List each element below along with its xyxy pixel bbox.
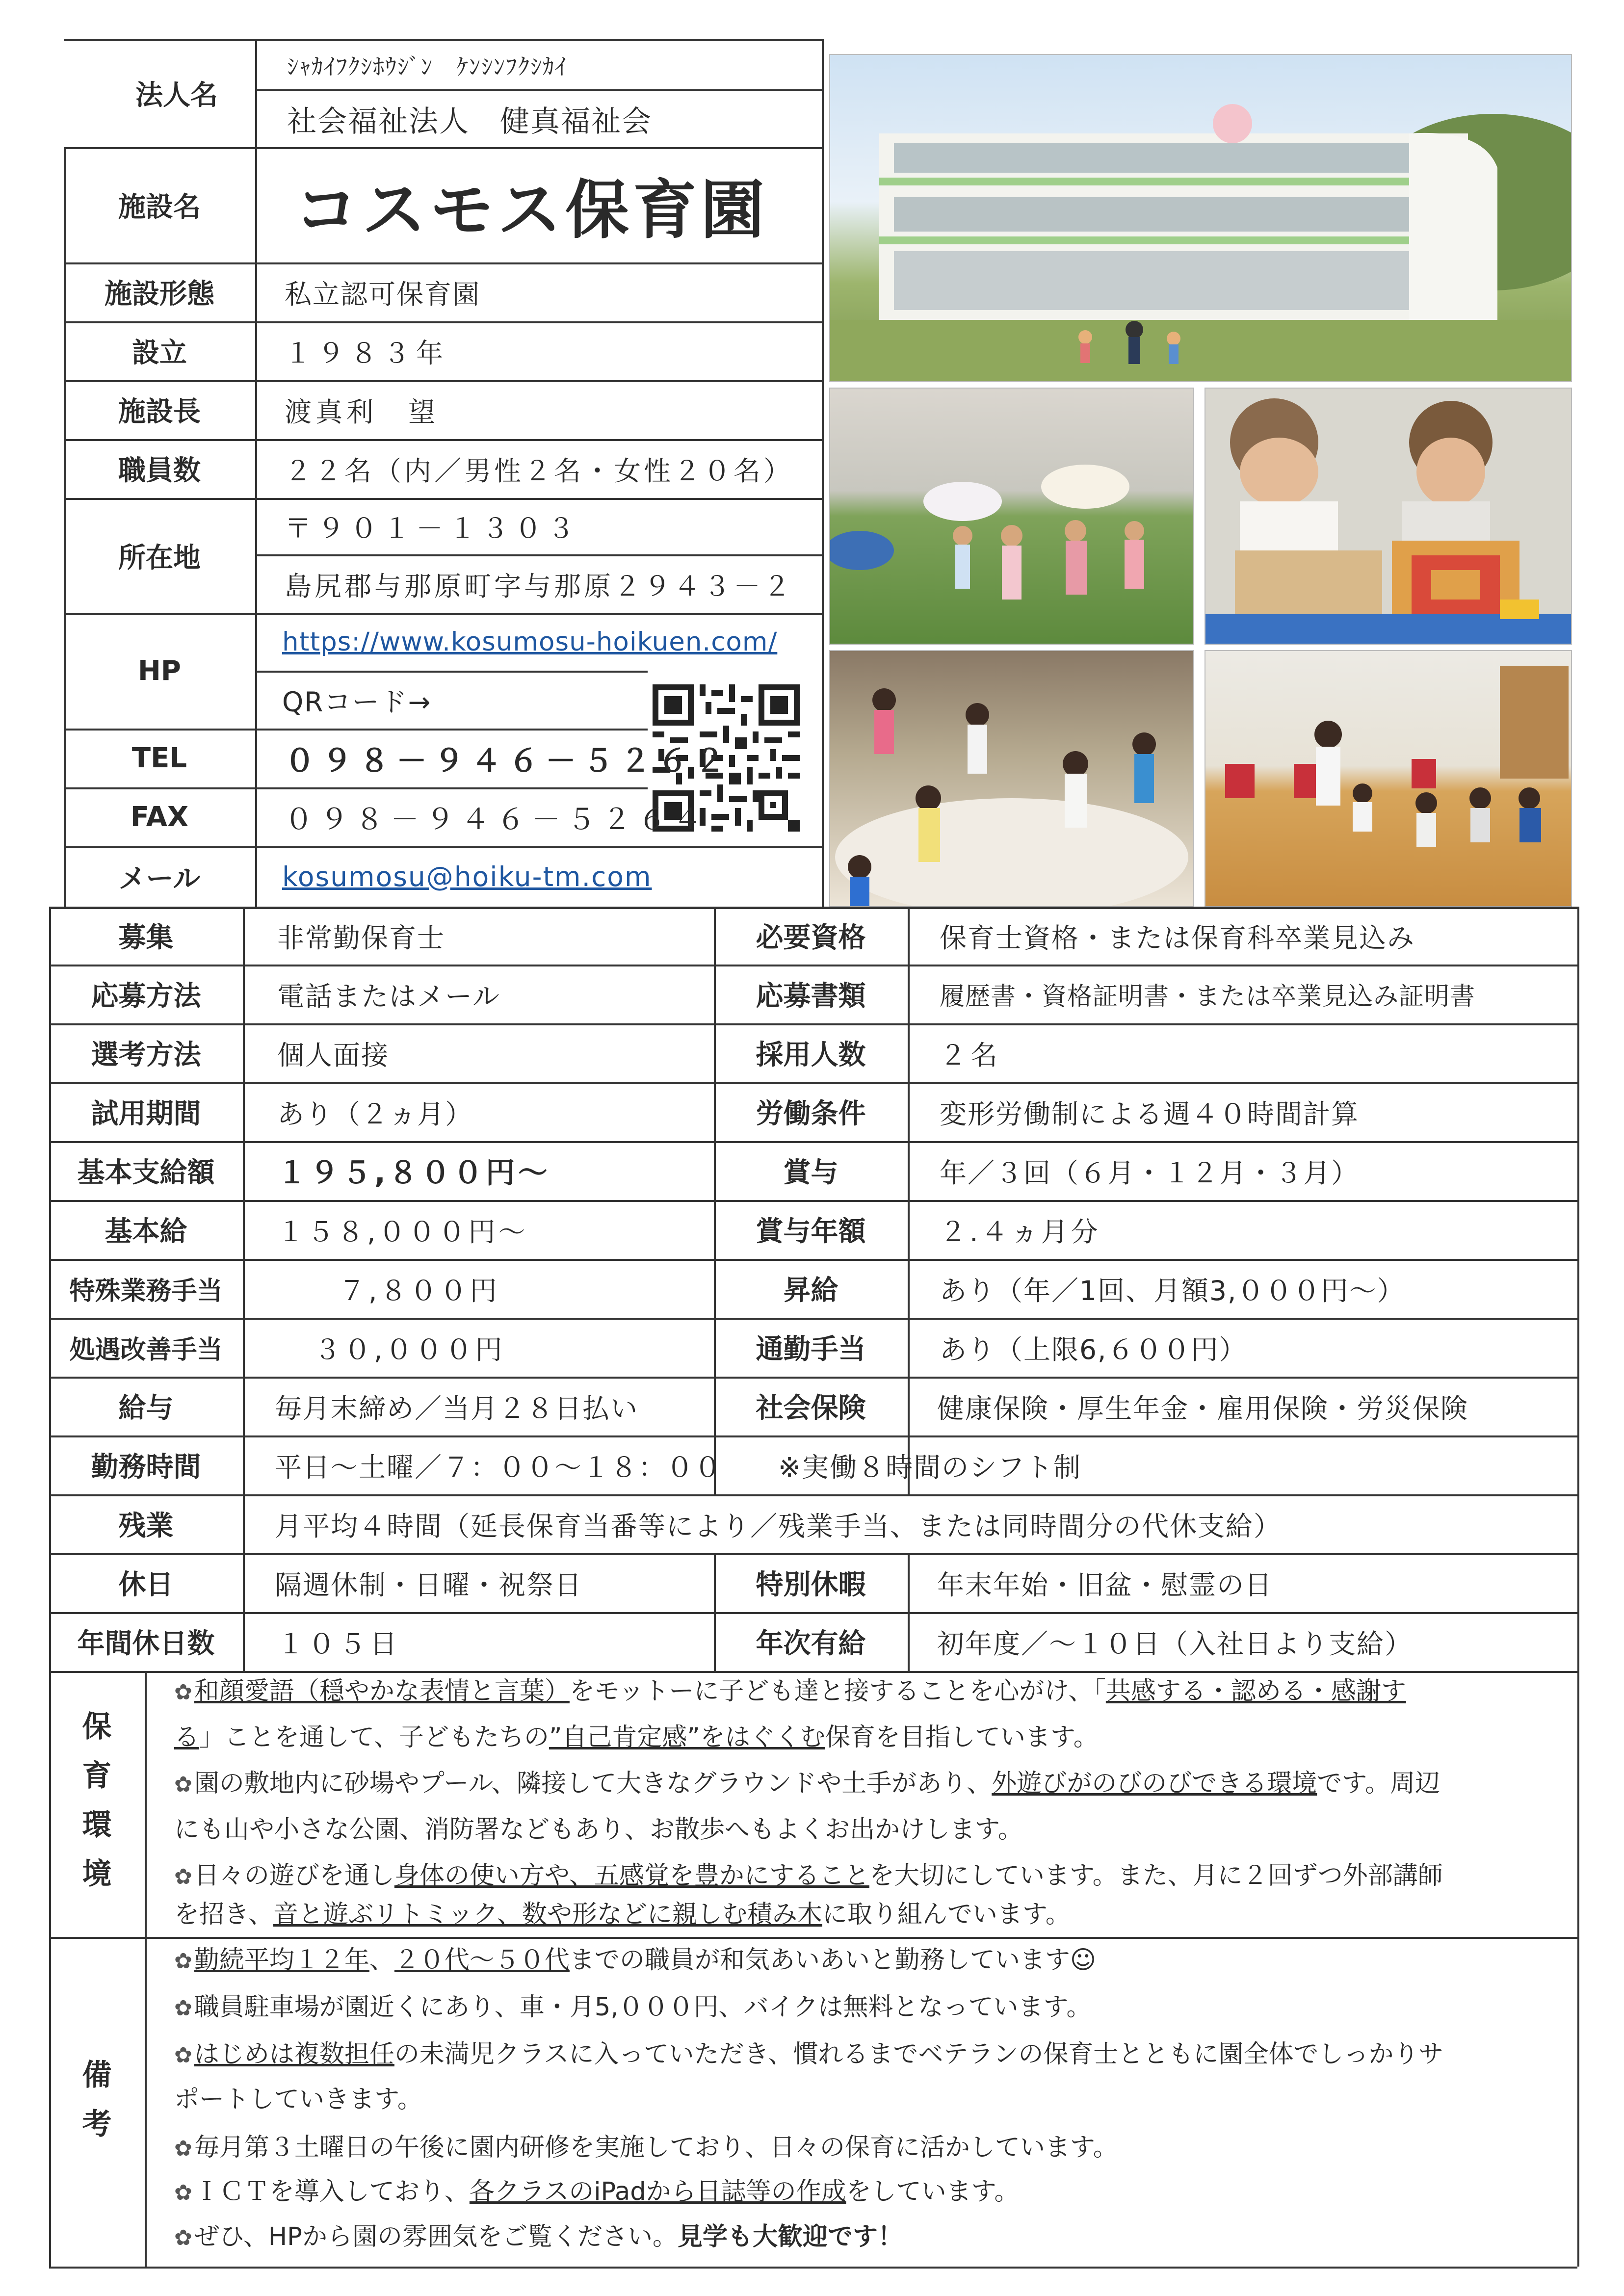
recruit-label-2: 選考方法 — [91, 1039, 201, 1071]
work-hours-label: 勤務時間 — [91, 1451, 201, 1483]
hp-url-link[interactable]: https://www.kosumosu-hoikuen.com/ — [282, 627, 778, 657]
fax-label: FAX — [130, 801, 189, 833]
gear-bullet-icon: ✿ — [174, 2136, 192, 2161]
recruit-label-3: 試用期間 — [91, 1098, 201, 1130]
recruit-label2-0: 必要資格 — [756, 922, 866, 954]
mail-label: メール — [118, 862, 201, 895]
recruit-value2-2: ２名 — [940, 1039, 1002, 1071]
hp-label: HP — [138, 655, 181, 687]
work-hours-value: 平日～土曜／７：００～１８：００ ※実働８時間のシフト制 — [275, 1451, 1082, 1483]
gear-bullet-icon: ✿ — [174, 1680, 192, 1705]
info-value-type: 私立認可保育園 — [285, 278, 481, 310]
recruit-label2-1: 応募書類 — [756, 980, 866, 1012]
notes-line-2: ✿職員駐車場が園近くにあり、車・月5,０００円、バイクは無料となっています。 — [174, 1993, 1092, 2022]
recruit-value-1: 電話またはメール — [277, 980, 500, 1012]
info-label-director: 施設長 — [118, 396, 201, 428]
gear-bullet-icon: ✿ — [174, 1864, 192, 1889]
recruit-value-7: ３０,０００円 — [314, 1333, 505, 1365]
recruit-label-0: 募集 — [118, 922, 174, 954]
holiday-label-0: 休日 — [118, 1569, 174, 1601]
env-line-3: ✿園の敷地内に砂場やプール、隣接して大きなグラウンドや土手があり、外遊びがのびのびできる環境です。周辺 — [174, 1769, 1441, 1798]
info-label-founded: 設立 — [132, 337, 187, 369]
recruit-value2-6: あり（年／1回、月額3,０００円～） — [940, 1275, 1405, 1306]
recruit-value2-0: 保育士資格・または保育科卒業見込み — [940, 922, 1415, 954]
recruit-label-1: 応募方法 — [91, 980, 201, 1012]
holiday-label-1: 年間休日数 — [77, 1628, 215, 1660]
mail-link[interactable]: kosumosu@hoiku-tm.com — [282, 861, 652, 892]
env-line-4: にも山や小さな公園、消防署などもあり、お散歩へもよくお出かけします。 — [174, 1815, 1023, 1844]
corp-name: 社会福祉法人 健真福祉会 — [287, 104, 652, 139]
photo-rhythmic — [1205, 650, 1572, 907]
holiday-label2-1: 年次有給 — [756, 1628, 866, 1660]
photo-blocks — [1205, 388, 1572, 645]
info-label-type: 施設形態 — [105, 278, 214, 310]
recruit-label-5: 基本給 — [105, 1216, 187, 1248]
recruit-label2-5: 賞与年額 — [756, 1216, 866, 1248]
address-postal: 〒９０１－１３０３ — [285, 513, 581, 544]
notes-line-5: ✿毎月第３土曜日の午後に園内研修を実施しており、日々の保育に活かしています。 — [174, 2133, 1118, 2162]
gear-bullet-icon: ✿ — [174, 1772, 192, 1797]
notes-line-7: ✿ぜひ、HPから園の雰囲気をご覧ください。見学も大歓迎です！ — [174, 2222, 903, 2251]
recruit-label2-8: 社会保険 — [756, 1392, 866, 1424]
recruit-value-5: １５８,０００円～ — [277, 1216, 528, 1248]
corp-label: 法人名 — [135, 79, 218, 111]
photo-sandbox — [829, 650, 1194, 907]
recruit-value2-5: ２.４ヵ月分 — [940, 1216, 1101, 1248]
qr-caption: QRコード→ — [282, 686, 432, 718]
address-line: 島尻郡与那原町字与那原２９４３－２ — [285, 570, 794, 602]
photo-umbrellas — [829, 388, 1194, 645]
holiday-value-0: 隔週休制・日曜・祝祭日 — [275, 1569, 583, 1601]
recruit-label-4: 基本支給額 — [77, 1157, 215, 1189]
recruit-label2-2: 採用人数 — [756, 1039, 866, 1071]
holiday-value2-0: 年末年始・旧盆・慰霊の日 — [937, 1569, 1273, 1601]
recruit-label2-6: 昇給 — [783, 1275, 838, 1306]
fax-value: ０９８－９４６－５２６４ — [285, 803, 709, 836]
recruit-value2-4: 年／３回（６月・１２月・３月） — [940, 1157, 1360, 1189]
gear-bullet-icon: ✿ — [174, 2225, 192, 2250]
recruit-value-3: あり（２ヵ月） — [277, 1098, 473, 1130]
info-value-director: 渡真利 望 — [285, 396, 440, 428]
env-line-1: ✿和顔愛語（穏やかな表情と言葉）をモットーに子ども達と接することを心がけ、「共感する・認める・感謝す — [174, 1677, 1406, 1706]
facility-label: 施設名 — [118, 191, 201, 223]
gear-bullet-icon: ✿ — [174, 1996, 192, 2021]
tel-label: TEL — [131, 742, 187, 774]
info-value-founded: １９８３年 — [285, 337, 449, 369]
photo-building — [829, 54, 1572, 382]
recruit-value-6: ７,８００円 — [339, 1275, 500, 1306]
recruit-label-6: 特殊業務手当 — [69, 1276, 223, 1306]
recruit-label2-4: 賞与 — [783, 1157, 838, 1189]
notes-line-4: ポートしていきます。 — [174, 2085, 422, 2114]
recruit-value-2: 個人面接 — [277, 1039, 390, 1071]
holiday-label2-0: 特別休暇 — [756, 1569, 866, 1601]
info-value-staff: ２２名（内／男性２名・女性２０名） — [285, 455, 794, 487]
gear-bullet-icon: ✿ — [174, 1949, 192, 1974]
env-line-5: ✿日々の遊びを通し身体の使い方や、五感覚を豊かにすることを大切にしています。また、月に２回ずつ外部講師 — [174, 1861, 1443, 1890]
recruit-value-8: 毎月末締め／当月２８日払い — [275, 1392, 639, 1424]
recruit-value-4: １９５,８００円～ — [277, 1156, 550, 1190]
recruit-label-8: 給与 — [118, 1392, 174, 1424]
tel-value: ０９８－９４６－５２６２ — [285, 742, 733, 779]
corp-kana: ｼｬｶｲﾌｸｼﾎｳｼﾞﾝ ｹﾝｼﾝﾌｸｼｶｲ — [287, 53, 567, 80]
notes-line-3: ✿はじめは複数担任の未満児クラスに入っていただき、慣れるまでベテランの保育士とともに園全体でしっかりサ — [174, 2040, 1444, 2069]
holiday-value2-1: 初年度／～１０日（入社日より支給） — [937, 1628, 1413, 1660]
recruit-value2-1: 履歴書・資格証明書・または卒業見込み証明書 — [940, 982, 1476, 1011]
recruit-label2-7: 通勤手当 — [756, 1333, 866, 1365]
env-line-6: を招き、音と遊ぶリトミック、数や形などに親しむ積み木に取り組んでいます。 — [174, 1900, 1071, 1929]
info-label-staff: 職員数 — [118, 455, 201, 487]
gear-bullet-icon: ✿ — [174, 2043, 192, 2068]
recruit-value-0: 非常勤保育士 — [277, 922, 445, 954]
recruit-label-7: 処遇改善手当 — [69, 1335, 223, 1365]
notes-section-label: 備 考 — [82, 2058, 112, 2141]
overtime-label: 残業 — [118, 1510, 174, 1542]
notes-line-1: ✿勤続平均１２年、２０代～５０代までの職員が和気あいあいと勤務しています☺ — [174, 1946, 1097, 1975]
env-section-label: 保 育 環 境 — [82, 1710, 112, 1891]
notes-line-6: ✿ＩＣＴを導入しており、各クラスのiPadから日誌等の作成をしています。 — [174, 2177, 1020, 2206]
recruit-value2-7: あり（上限6,６００円） — [940, 1333, 1247, 1365]
facility-name: コスモス保育園 — [294, 173, 769, 247]
recruit-label2-3: 労働条件 — [756, 1098, 866, 1130]
gear-bullet-icon: ✿ — [174, 2180, 192, 2205]
recruit-value2-3: 変形労働制による週４０時間計算 — [940, 1098, 1360, 1130]
holiday-value-1: １０５日 — [277, 1628, 401, 1660]
env-line-2: る」ことを通して、子どもたちの”自己肯定感”をはぐくむ保育を目指しています。 — [174, 1723, 1099, 1752]
overtime-value: 月平均４時間（延長保育当番等により／残業手当、または同時間分の代休支給） — [275, 1510, 1282, 1542]
recruit-value2-8: 健康保険・厚生年金・雇用保険・労災保険 — [937, 1392, 1469, 1424]
address-label: 所在地 — [118, 542, 201, 574]
